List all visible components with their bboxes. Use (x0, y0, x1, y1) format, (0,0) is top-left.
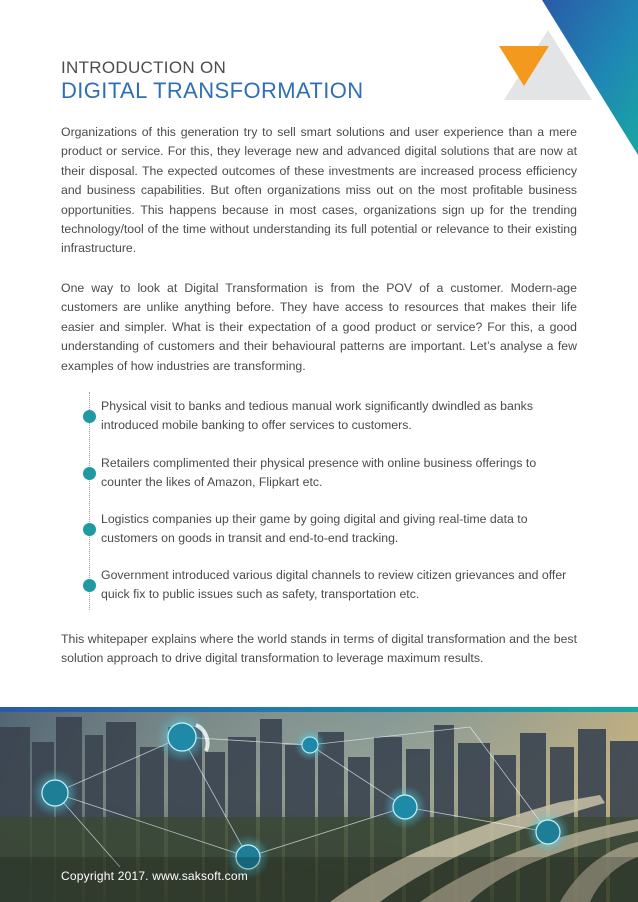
list-item (80, 561, 580, 605)
list-item (80, 392, 580, 436)
bullet-text: Physical visit to banks and tedious manual work significantly dwindled as banks introduced mobile banking to offer services to customers. (101, 399, 533, 433)
title-main: DIGITAL TRANSFORMATION (61, 78, 364, 103)
list-item (80, 449, 580, 493)
bullet-text: Retailers complimented their physical presence with online business offerings to counter the likes of Amazon, Flipkart etc. (101, 456, 537, 490)
page-title (61, 58, 364, 104)
bullet-text: Logistics companies up their game by going digital and giving real-time data to customers on goods in transit and end-to-end tracking. (101, 512, 528, 546)
copyright-text: Copyright 2017. www.saksoft.com (61, 869, 248, 883)
bullet-dot-icon (83, 410, 96, 423)
paragraph-2: One way to look at Digital Transformation is from the POV of a customer. Modern-age customers are unlike anything before. They have access to resources that makes their life easier and simpler. What is their expectation of a good product or service? For this, a good understanding of customers and their behavioural patterns are important. Let’s analyse a few examples of how industries are transforming. (61, 281, 577, 373)
paragraph-1: Organizations of this generation try to sell smart solutions and user experience than a mere product or service. For this, they leverage new and advanced digital solutions that are now at their disposal. The expected outcomes of these investments are increased process efficiency and business capabilities. But often organizations miss out on the most profitable business opportunities. This happens because in most cases, organizations sign up for the trending technology/tool of the time without understanding its full potential or relevance to their existing infrastructure. (61, 125, 577, 256)
bullet-text: Government introduced various digital channels to review citizen grievances and offer quick fix to public issues such as safety, transportation etc. (101, 568, 567, 602)
bullet-dot-icon (83, 467, 96, 480)
bullet-dot-icon (83, 579, 96, 592)
paragraph-3: This whitepaper explains where the world stands in terms of digital transformation and the best solution approach to drive digital transformation to leverage maximum results. (61, 632, 577, 666)
title-intro: INTRODUCTION ON (61, 58, 227, 77)
bullet-dot-icon (83, 523, 96, 536)
list-item (80, 505, 580, 549)
